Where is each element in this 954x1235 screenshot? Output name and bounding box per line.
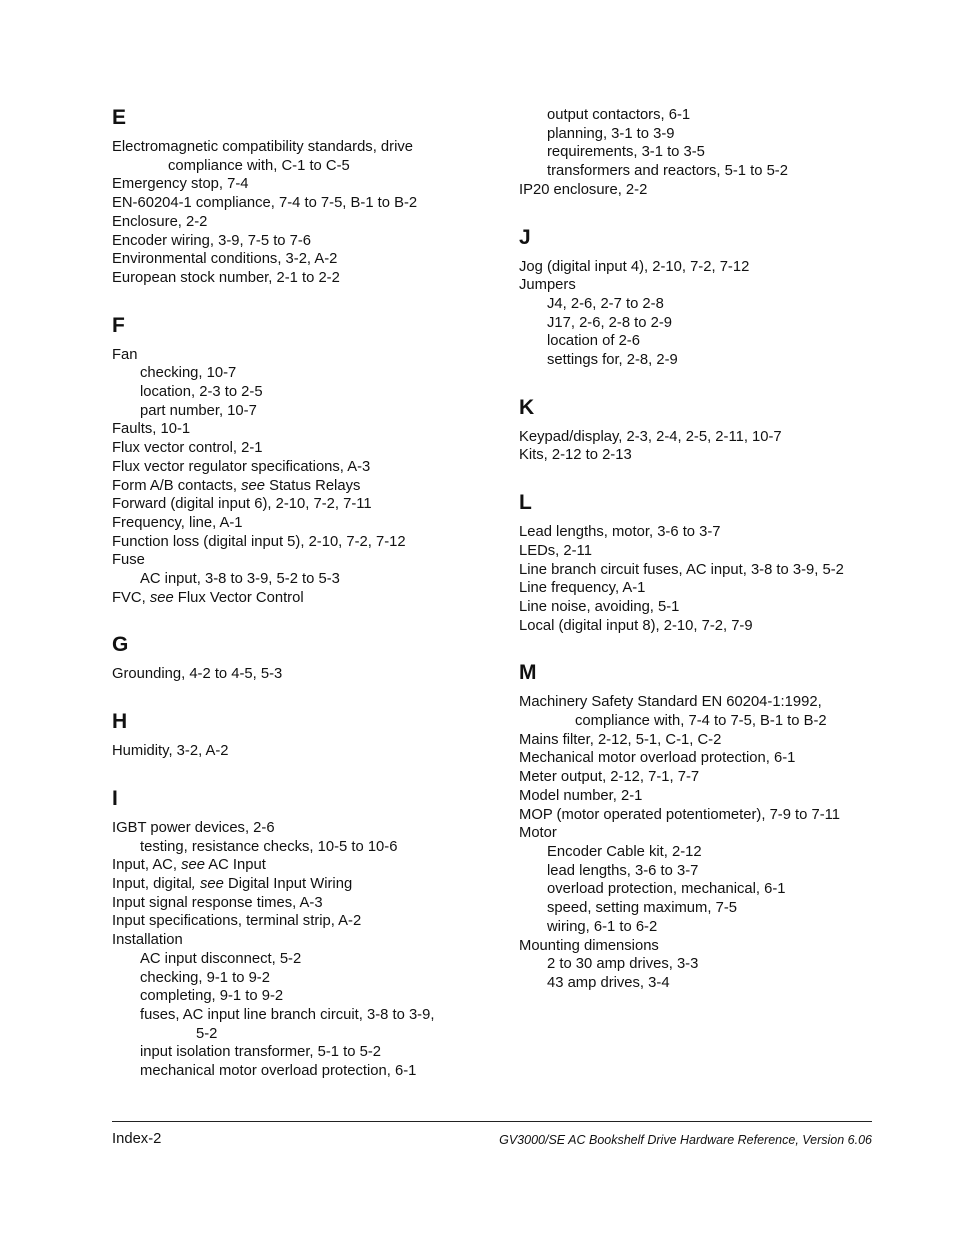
index-entry [112,856,492,875]
entry-text: Machinery Safety Standard EN 60204-1:1992, [519,694,822,711]
entry-text: planning, 3-1 to 3-9 [547,125,675,142]
index-entry-list [112,742,492,761]
index-subentry [519,106,919,125]
entry-text: Mechanical motor overload protection, 6-1 [519,750,796,767]
index-entry-list [519,428,919,465]
entry-text: EN-60204-1 compliance, 7-4 to 7-5, B-1 to B-2 [112,195,418,212]
entry-text: AC input disconnect, 5-2 [140,950,302,967]
index-entry-list [112,819,492,1081]
index-subentry [519,314,919,333]
entry-text: wiring, 6-1 to 6-2 [547,918,658,935]
entry-text: Enclosure, 2-2 [112,213,208,230]
entry-text: Input specifications, terminal strip, A-2 [112,913,362,930]
index-entry-list [112,138,492,288]
entry-text: location, 2-3 to 2-5 [140,384,263,401]
index-entry-list [112,346,492,608]
index-subentry [112,969,492,988]
index-subentry [519,125,919,144]
entry-continuation: compliance with, C-1 to C-5 [168,157,350,174]
index-entry [112,458,492,477]
index-entry [112,477,492,496]
section-letter-heading: L [519,491,532,515]
entry-text: settings for, 2-8, 2-9 [547,352,678,369]
index-entry [519,428,919,447]
entry-continuation: 5-2 [196,1025,218,1042]
entry-text: MOP (motor operated potentiometer), 7-9 to 7-11 [519,806,841,823]
footer-page-label: Index-2 [112,1131,162,1147]
entry-text: checking, 9-1 to 9-2 [140,969,270,986]
entry-text: Form A/B contacts, [112,477,242,494]
see-target: Digital Input Wiring [223,875,353,892]
index-subentry [112,402,492,421]
index-entry [519,806,919,825]
entry-text: Grounding, 4-2 to 4-5, 5-3 [112,666,283,683]
entry-text: J4, 2-6, 2-7 to 2-8 [547,295,664,312]
index-entry [112,232,492,251]
index-entry-list [519,258,919,370]
index-entry-list [112,665,492,684]
entry-text: overload protection, mechanical, 6-1 [547,881,786,898]
index-entry [112,894,492,913]
index-section [112,312,492,608]
entry-text: Model number, 2-1 [519,787,643,804]
index-section [519,106,919,200]
entry-text: Local (digital input 8), 2-10, 7-2, 7-9 [519,617,753,634]
index-column-left [112,104,492,1105]
entry-text: Fan [112,346,138,363]
index-entry [519,824,919,843]
entry-text: Motor [519,825,557,842]
entry-text: LEDs, 2-11 [519,542,592,559]
index-subentry [112,570,492,589]
entry-text: J17, 2-6, 2-8 to 2-9 [547,314,673,331]
index-subentry [519,351,919,370]
index-section [112,708,492,761]
index-entry [112,439,492,458]
index-section [519,659,919,992]
entry-text: requirements, 3-1 to 3-5 [547,144,705,161]
entry-text: Electromagnetic compatibility standards, drive [112,139,414,155]
index-subentry [519,955,919,974]
entry-text: fuses, AC input line branch circuit, 3-8 to 3-9, [140,1006,435,1023]
see-target: AC Input [204,857,266,874]
entry-text: IGBT power devices, 2-6 [112,819,275,836]
index-subentry [519,295,919,314]
entry-text: part number, 10-7 [140,402,257,419]
entry-continuation: compliance with, 7-4 to 7-5, B-1 to B-2 [575,713,827,730]
entry-text: Lead lengths, motor, 3-6 to 3-7 [519,524,721,541]
see-target: Flux Vector Control [173,589,304,606]
see-target: Status Relays [264,477,361,494]
index-subentry [519,143,919,162]
entry-text: Input, AC, [112,857,182,874]
index-entry [519,768,919,787]
entry-text: Meter output, 2-12, 7-1, 7-7 [519,769,700,786]
index-entry [112,420,492,439]
index-subentry [112,1006,492,1025]
entry-text: mechanical motor overload protection, 6-1 [140,1063,417,1080]
index-section [112,631,492,684]
index-entry [519,598,919,617]
entry-text: input isolation transformer, 5-1 to 5-2 [140,1044,381,1061]
index-entry [519,787,919,806]
index-entry [519,579,919,598]
section-letter-heading: F [112,313,125,337]
footer-document-title: GV3000/SE AC Bookshelf Drive Hardware Reference, Version 6.06 [499,1133,872,1147]
index-entry [112,250,492,269]
index-entry [112,269,492,288]
index-subentry [112,950,492,969]
index-subentry [112,1043,492,1062]
index-entry [112,551,492,570]
index-entry [112,175,492,194]
entry-text: AC input, 3-8 to 3-9, 5-2 to 5-3 [140,571,340,588]
index-subentry [519,162,919,181]
entry-text: transformers and reactors, 5-1 to 5-2 [547,163,788,180]
index-section [112,104,492,288]
index-subentry [519,974,919,993]
entry-text: lead lengths, 3-6 to 3-7 [547,862,699,879]
index-entry [519,258,919,277]
entry-text: Faults, 10-1 [112,421,191,438]
entry-text: testing, resistance checks, 10-5 to 10-6 [140,838,398,855]
index-subentry [112,987,492,1006]
entry-text: European stock number, 2-1 to 2-2 [112,269,340,286]
index-entry [519,693,919,712]
index-entry-list [519,693,919,992]
index-entry [112,931,492,950]
index-subentry [519,862,919,881]
entry-text: Humidity, 3-2, A-2 [112,743,229,760]
entry-text: Flux vector control, 2-1 [112,440,263,457]
index-section [519,394,919,465]
entry-text: Line frequency, A-1 [519,580,646,597]
entry-text: Keypad/display, 2-3, 2-4, 2-5, 2-11, 10-7 [519,428,782,445]
index-entry [112,742,492,761]
index-entry [519,276,919,295]
index-entry [112,495,492,514]
index-column-right [519,106,919,1017]
section-letter-heading: M [519,661,537,685]
entry-text: 43 amp drives, 3-4 [547,974,670,991]
entry-text: checking, 10-7 [140,365,237,382]
entry-text: Mains filter, 2-12, 5-1, C-1, C-2 [519,731,722,748]
index-entry [112,533,492,552]
index-entry [112,138,492,157]
section-letter-heading: G [112,633,129,657]
index-entry [519,523,919,542]
entry-text: Input signal response times, A-3 [112,894,323,911]
index-entry [519,937,919,956]
entry-text: FVC, [112,589,150,606]
entry-text: Emergency stop, 7-4 [112,176,249,193]
index-entry [519,749,919,768]
entry-text: Kits, 2-12 to 2-13 [519,447,632,464]
entry-text: completing, 9-1 to 9-2 [140,988,284,1005]
index-entry [519,561,919,580]
entry-text: Forward (digital input 6), 2-10, 7-2, 7-11 [112,496,372,513]
index-entry [112,665,492,684]
index-entry [112,213,492,232]
entry-text: output contactors, 6-1 [547,107,691,123]
index-subentry [519,332,919,351]
index-entry [519,181,919,200]
index-section [112,785,492,1081]
section-letter-heading: H [112,710,128,734]
entry-text: Mounting dimensions [519,937,659,954]
index-subentry [112,364,492,383]
entry-text: Encoder wiring, 3-9, 7-5 to 7-6 [112,232,312,249]
index-entry [112,819,492,838]
entry-text: Line noise, avoiding, 5-1 [519,598,680,615]
index-subentry [519,918,919,937]
index-entry [112,589,492,608]
entry-text: location of 2-6 [547,333,640,350]
entry-text: Jog (digital input 4), 2-10, 7-2, 7-12 [519,258,750,275]
entry-text: Input, digital [112,875,192,892]
index-section [519,489,919,635]
entry-text: Encoder Cable kit, 2-12 [547,843,702,860]
entry-text: 2 to 30 amp drives, 3-3 [547,956,699,973]
index-entry [519,446,919,465]
index-entry [519,542,919,561]
entry-text: Frequency, line, A-1 [112,514,243,531]
index-entry [112,194,492,213]
index-entry [519,731,919,750]
entry-text: Environmental conditions, 3-2, A-2 [112,251,338,268]
entry-text: IP20 enclosure, 2-2 [519,181,648,198]
entry-text: Flux vector regulator specifications, A-3 [112,458,371,475]
see-reference: , see [191,875,224,892]
footer-divider [112,1121,872,1122]
entry-text: Installation [112,932,183,949]
index-subentry [112,838,492,857]
entry-text: Line branch circuit fuses, AC input, 3-8 to 3-9, 5-2 [519,561,844,578]
section-letter-heading: J [519,225,531,249]
entry-text: Jumpers [519,277,576,294]
see-reference: see [181,857,205,874]
section-letter-heading: E [112,106,127,129]
index-entry [112,912,492,931]
index-entry [519,617,919,636]
index-section [519,224,919,370]
index-entry [112,875,492,894]
see-reference: see [149,589,174,606]
index-entry [112,514,492,533]
index-subentry [519,843,919,862]
section-letter-heading: K [519,395,535,419]
entry-text: Function loss (digital input 5), 2-10, 7-2, 7-12 [112,533,406,550]
index-subentry [519,880,919,899]
entry-text: speed, setting maximum, 7-5 [547,900,737,917]
index-subentry [112,383,492,402]
index-subentry [112,1062,492,1081]
index-entry-list [519,106,919,200]
index-subentry [519,899,919,918]
index-entry-list [519,523,919,635]
index-entry [112,346,492,365]
section-letter-heading: I [112,786,118,810]
see-reference: see [241,477,265,494]
entry-text: Fuse [112,552,145,569]
